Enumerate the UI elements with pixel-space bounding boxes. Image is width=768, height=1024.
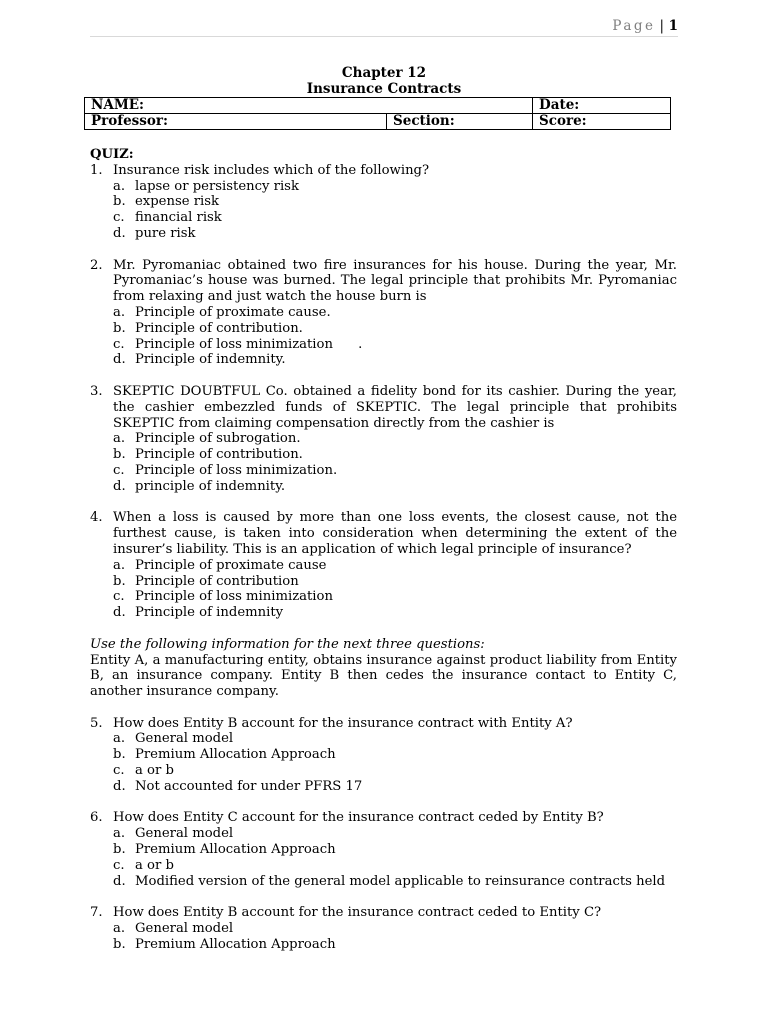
question-number: 3. bbox=[90, 383, 103, 399]
option-text: Principle of contribution. bbox=[135, 447, 303, 463]
option-text: Principle of loss minimization . bbox=[135, 336, 363, 352]
option-letter: c. bbox=[113, 589, 125, 605]
answer-option[interactable] bbox=[90, 321, 677, 337]
option-text: Principle of indemnity. bbox=[135, 352, 286, 368]
option-text: Principle of contribution. bbox=[135, 320, 303, 336]
option-letter: b. bbox=[113, 747, 126, 763]
answer-option[interactable] bbox=[90, 747, 677, 763]
option-text: Premium Allocation Approach bbox=[135, 747, 336, 763]
option-text: lapse or persistency risk bbox=[135, 178, 299, 194]
date-field[interactable]: Date: bbox=[533, 98, 671, 114]
question bbox=[90, 384, 677, 431]
answer-option[interactable] bbox=[90, 305, 677, 321]
question-text: Insurance risk includes which of the following? bbox=[113, 162, 430, 178]
option-letter: a. bbox=[113, 304, 126, 320]
answer-option[interactable] bbox=[90, 731, 677, 747]
section-field[interactable]: Section: bbox=[387, 114, 533, 130]
page-separator: | bbox=[659, 18, 667, 34]
option-text: Not accounted for under PFRS 17 bbox=[135, 778, 363, 794]
question bbox=[90, 716, 677, 732]
option-text: expense risk bbox=[135, 194, 220, 210]
option-letter: d. bbox=[113, 352, 126, 368]
answer-option[interactable] bbox=[90, 179, 677, 195]
option-text: pure risk bbox=[135, 225, 196, 241]
option-text: Principle of indemnity bbox=[135, 605, 284, 621]
question-text: How does Entity B account for the insurance contract with Entity A? bbox=[113, 715, 573, 731]
answer-option[interactable] bbox=[90, 194, 677, 210]
questions-block-1 bbox=[90, 163, 677, 637]
question-text: Mr. Pyromaniac obtained two fire insurances for his house. During the year, Mr. Pyromaniac’s house was burned. The legal principle that prohibits Mr. Pyromaniac from relaxing and just watch the house burn is bbox=[113, 257, 677, 305]
info-intro: Use the following information for the next three questions: bbox=[90, 636, 485, 652]
option-letter: a. bbox=[113, 731, 126, 747]
answer-option[interactable] bbox=[90, 826, 677, 842]
questions-block-2 bbox=[90, 716, 677, 969]
answer-option[interactable] bbox=[90, 431, 677, 447]
answer-option[interactable] bbox=[90, 921, 677, 937]
option-text: Principle of subrogation. bbox=[135, 431, 301, 447]
option-letter: c. bbox=[113, 462, 125, 478]
question-number: 4. bbox=[90, 510, 103, 526]
option-letter: c. bbox=[113, 763, 125, 779]
option-text: General model bbox=[135, 921, 234, 937]
option-letter: b. bbox=[113, 842, 126, 858]
answer-option[interactable] bbox=[90, 352, 677, 368]
option-text: a or b bbox=[135, 763, 174, 779]
answer-option[interactable] bbox=[90, 858, 677, 874]
answer-option[interactable] bbox=[90, 763, 677, 779]
answer-option[interactable] bbox=[90, 605, 677, 621]
answer-option[interactable] bbox=[90, 479, 677, 495]
chapter-title: Chapter 12 bbox=[341, 65, 427, 81]
option-letter: a. bbox=[113, 921, 126, 937]
answer-option[interactable] bbox=[90, 874, 677, 890]
question bbox=[90, 810, 677, 826]
option-letter: b. bbox=[113, 320, 126, 336]
option-text: Principle of proximate cause. bbox=[135, 304, 331, 320]
option-letter: d. bbox=[113, 478, 126, 494]
option-letter: a. bbox=[113, 178, 126, 194]
question-number: 2. bbox=[90, 257, 103, 273]
info-paragraph: Entity A, a manufacturing entity, obtains insurance against product liability from Entity B, an insurance company. Entity B then cedes the insurance contact to Entity C, another insurance company. bbox=[90, 652, 677, 700]
option-letter: a. bbox=[113, 826, 126, 842]
student-info-table bbox=[84, 97, 671, 130]
question-text: How does Entity C account for the insurance contract ceded by Entity B? bbox=[113, 810, 604, 826]
option-letter: b. bbox=[113, 936, 126, 952]
option-letter: b. bbox=[113, 573, 126, 589]
option-text: Principle of loss minimization. bbox=[135, 462, 338, 478]
option-letter: d. bbox=[113, 605, 126, 621]
name-field[interactable]: NAME: bbox=[85, 98, 533, 114]
option-letter: a. bbox=[113, 557, 126, 573]
option-letter: d. bbox=[113, 873, 126, 889]
answer-option[interactable] bbox=[90, 937, 677, 953]
question-text: SKEPTIC DOUBTFUL Co. obtained a fidelity bond for its cashier. During the year, the cashier embezzled funds of SKEPTIC. The legal principle that prohibits SKEPTIC from claiming compensation directly from the cashier is bbox=[113, 383, 677, 431]
answer-option[interactable] bbox=[90, 210, 677, 226]
option-letter: c. bbox=[113, 210, 125, 226]
option-text: financial risk bbox=[135, 210, 222, 226]
header-rule bbox=[90, 36, 678, 37]
option-text: General model bbox=[135, 731, 234, 747]
answer-option[interactable] bbox=[90, 558, 677, 574]
professor-field[interactable]: Professor: bbox=[85, 114, 387, 130]
option-text: Modified version of the general model applicable to reinsurance contracts held bbox=[135, 873, 666, 889]
question-number: 6. bbox=[90, 810, 103, 826]
question bbox=[90, 258, 677, 305]
answer-option[interactable] bbox=[90, 447, 677, 463]
question-number: 5. bbox=[90, 715, 103, 731]
option-text: Principle of contribution bbox=[135, 573, 299, 589]
option-letter: b. bbox=[113, 194, 126, 210]
quiz-label: QUIZ: bbox=[90, 147, 134, 162]
option-text: a or b bbox=[135, 857, 174, 873]
question-number: 1. bbox=[90, 162, 103, 178]
quiz-content bbox=[90, 147, 677, 968]
question bbox=[90, 163, 677, 179]
option-text: principle of indemnity. bbox=[135, 478, 286, 494]
page-number: 1 bbox=[668, 18, 678, 34]
answer-option[interactable] bbox=[90, 226, 677, 242]
option-text: Principle of loss minimization bbox=[135, 589, 333, 605]
option-text: Premium Allocation Approach bbox=[135, 842, 336, 858]
answer-option[interactable] bbox=[90, 779, 677, 795]
question-text: When a loss is caused by more than one loss events, the closest cause, not the furthest cause, is taken into consideration when determining the extent of the insurer’s liability. This is an application of which legal principle of insurance? bbox=[113, 510, 677, 557]
answer-option[interactable] bbox=[90, 463, 677, 479]
option-text: Principle of proximate cause bbox=[135, 557, 327, 573]
question bbox=[90, 905, 677, 921]
question bbox=[90, 510, 677, 557]
chapter-subject: Insurance Contracts bbox=[306, 81, 462, 97]
option-letter: c. bbox=[113, 857, 125, 873]
option-text: Premium Allocation Approach bbox=[135, 936, 336, 952]
page-header bbox=[612, 18, 678, 34]
question-number: 7. bbox=[90, 905, 103, 921]
answer-option[interactable] bbox=[90, 589, 677, 605]
option-text: General model bbox=[135, 826, 234, 842]
score-field[interactable]: Score: bbox=[533, 114, 671, 130]
answer-option[interactable] bbox=[90, 842, 677, 858]
option-letter: d. bbox=[113, 778, 126, 794]
option-letter: b. bbox=[113, 447, 126, 463]
option-letter: c. bbox=[113, 336, 125, 352]
answer-option[interactable] bbox=[90, 574, 677, 590]
answer-option[interactable] bbox=[90, 337, 677, 353]
option-letter: a. bbox=[113, 431, 126, 447]
page-word: Page bbox=[612, 18, 656, 34]
option-letter: d. bbox=[113, 225, 126, 241]
question-text: How does Entity B account for the insurance contract ceded to Entity C? bbox=[113, 905, 602, 921]
